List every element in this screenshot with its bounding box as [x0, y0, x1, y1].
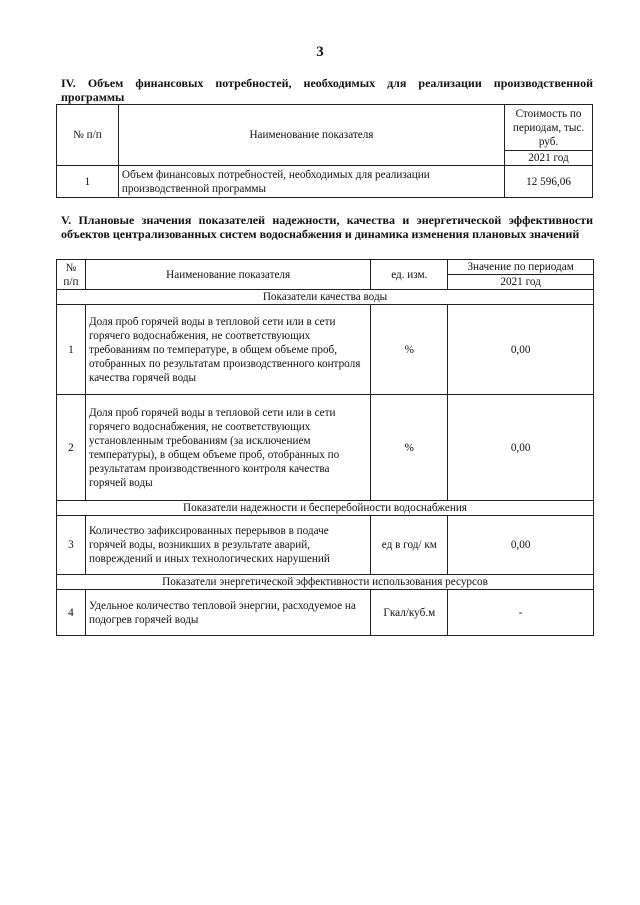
- table-row: [57, 166, 593, 198]
- col-header-name: Наименование показателя: [118, 105, 504, 166]
- row-name: Объем финансовых потребностей, необходимых для реализации производственной программы: [118, 166, 504, 198]
- row-number: 1: [57, 166, 119, 198]
- row-unit: %: [371, 305, 448, 395]
- row-name: Доля проб горячей воды в тепловой сети или в сети горячего водоснабжения, не соответствующих требованиям по температуре, в общем объеме проб, отобранных по результатам производственного контроля качества горячей воды: [85, 305, 370, 395]
- group-title: Показатели качества воды: [57, 290, 594, 305]
- row-name: Доля проб горячей воды в тепловой сети или в сети горячего водоснабжения, не соответствующих установленным требованиям (за исключением температуры), в общем объеме проб, отобранных по результатам производственного контроля качества горячей воды: [85, 395, 370, 501]
- table-row: [57, 305, 594, 395]
- col-header-year: 2021 год: [448, 275, 594, 290]
- group-title: Показатели надежности и бесперебойности водоснабжения: [57, 501, 594, 516]
- row-value: 0,00: [448, 395, 594, 501]
- row-unit: %: [371, 395, 448, 501]
- group-row: [57, 290, 594, 305]
- col-header-name: Наименование показателя: [85, 260, 370, 290]
- row-value: 0,00: [448, 516, 594, 575]
- financial-needs-table: [56, 104, 593, 198]
- row-value: 12 596,06: [505, 166, 593, 198]
- row-number: 3: [57, 516, 86, 575]
- row-value: -: [448, 590, 594, 636]
- col-header-number: № п/п: [57, 260, 86, 290]
- table-row: [57, 516, 594, 575]
- col-header-unit: ед. изм.: [371, 260, 448, 290]
- row-unit: ед в год/ км: [371, 516, 448, 575]
- section-4-heading: IV. Объем финансовых потребностей, необходимых для реализации производственной программы: [61, 76, 593, 104]
- row-name: Удельное количество тепловой энергии, расходуемое на подогрев горячей воды: [85, 590, 370, 636]
- indicators-table: [56, 259, 594, 636]
- row-number: 4: [57, 590, 86, 636]
- col-header-value: Значение по периодам: [448, 260, 594, 275]
- table-row: [57, 395, 594, 501]
- row-number: 2: [57, 395, 86, 501]
- group-row: [57, 501, 594, 516]
- col-header-cost: Стоимость по периодам, тыс. руб.: [505, 105, 593, 151]
- section-5-heading: V. Плановые значения показателей надежности, качества и энергетической эффективности объектов централизованных систем водоснабжения и динамика изменения плановых значений: [61, 213, 593, 241]
- table-header-row: [57, 260, 594, 275]
- col-header-number: № п/п: [57, 105, 119, 166]
- table-row: [57, 590, 594, 636]
- page-number: 3: [316, 44, 324, 60]
- table-header-row: [57, 105, 593, 151]
- col-header-year: 2021 год: [505, 151, 593, 166]
- group-row: [57, 575, 594, 590]
- group-title: Показатели энергетической эффективности использования ресурсов: [57, 575, 594, 590]
- row-number: 1: [57, 305, 86, 395]
- row-name: Количество зафиксированных перерывов в подаче горячей воды, возникших в результате аварий, повреждений и иных технологических нарушений: [85, 516, 370, 575]
- row-value: 0,00: [448, 305, 594, 395]
- row-unit: Гкал/куб.м: [371, 590, 448, 636]
